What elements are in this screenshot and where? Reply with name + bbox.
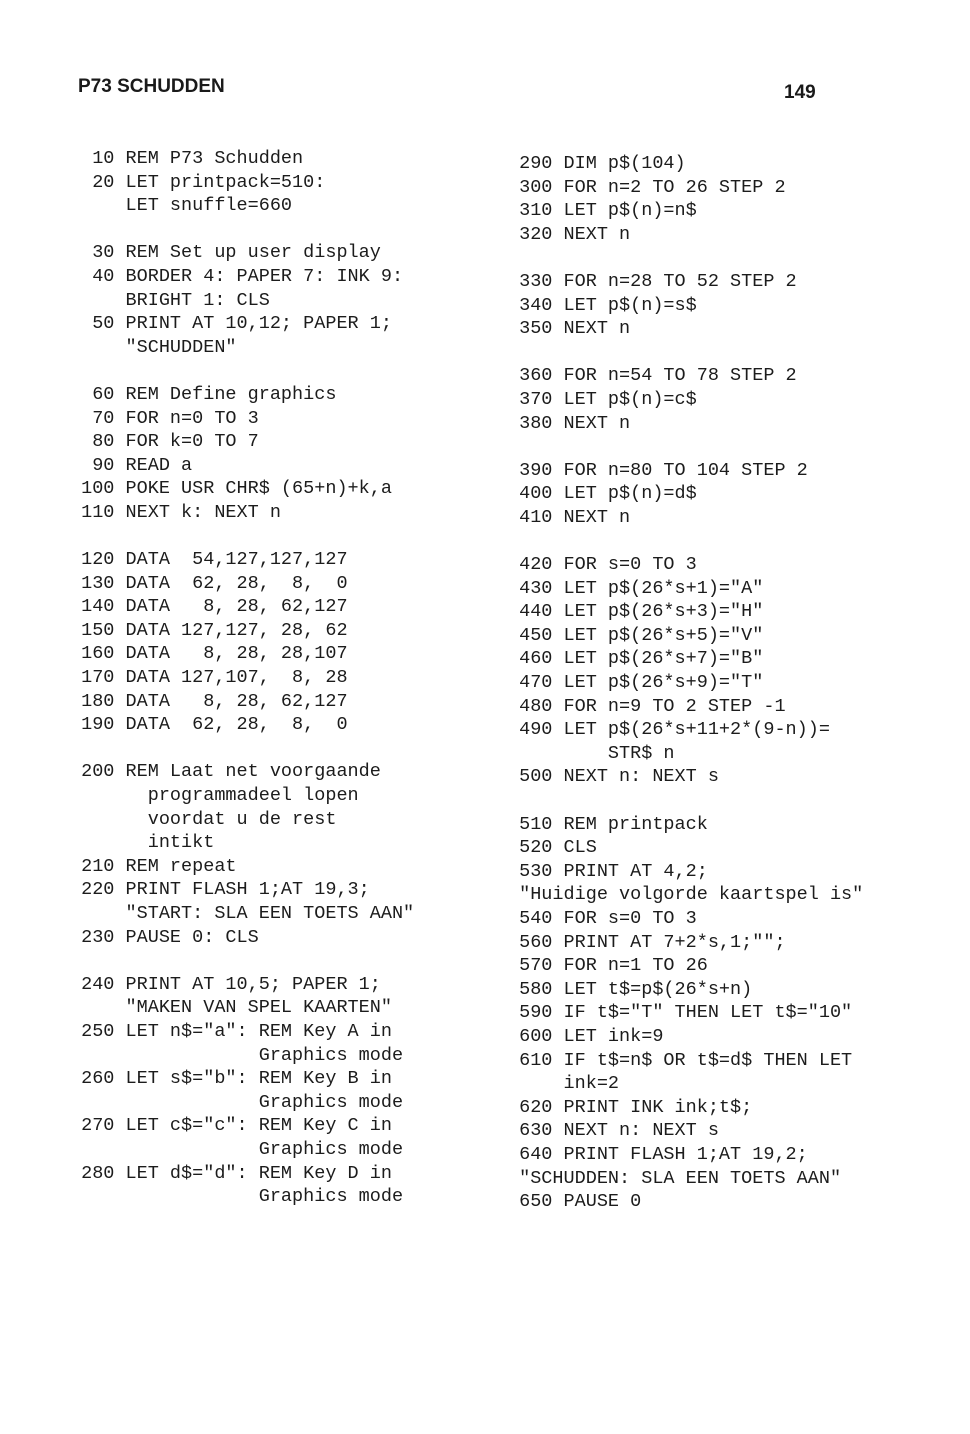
blank-line: [508, 341, 863, 365]
code-line: 210 REM repeat: [70, 855, 237, 877]
code-line: 520 CLS: [508, 837, 597, 859]
code-line: STR$ n: [508, 742, 675, 764]
code-line: 610 IF t$=n$ OR t$=d$ THEN LET: [508, 1049, 853, 1071]
code-line: 490 LET p$(26*s+11+2*(9-n))=: [508, 719, 830, 741]
code-line: 120 DATA 54,127,127,127: [70, 549, 348, 571]
code-line: 290 DIM p$(104): [508, 153, 686, 174]
code-line: 190 DATA 62, 28, 8, 0: [70, 714, 348, 736]
code-line: 390 FOR n=80 TO 104 STEP 2: [508, 459, 808, 481]
code-line: 200 REM Laat net voorgaande: [70, 761, 381, 783]
code-line: 450 LET p$(26*s+5)="V": [508, 624, 764, 646]
code-line: 150 DATA 127,127, 28, 62: [70, 619, 348, 641]
code-line: 160 DATA 8, 28, 28,107: [70, 643, 348, 665]
code-line: 50 PRINT AT 10,12; PAPER 1;: [70, 313, 392, 335]
code-line: 340 LET p$(n)=s$: [508, 294, 697, 316]
code-line: 70 FOR n=0 TO 3: [70, 407, 259, 429]
code-line: 500 NEXT n: NEXT s: [508, 766, 719, 788]
code-line: 140 DATA 8, 28, 62,127: [70, 596, 348, 618]
code-line: Graphics mode: [70, 1186, 404, 1208]
code-line: 10 REM P73 Schudden: [70, 148, 304, 169]
code-line: 180 DATA 8, 28, 62,127: [70, 690, 348, 712]
blank-line: [508, 530, 863, 554]
code-line: "SCHUDDEN: SLA EEN TOETS AAN": [508, 1167, 842, 1189]
code-line: 530 PRINT AT 4,2;: [508, 860, 708, 882]
code-line: 580 LET t$=p$(26*s+n): [508, 978, 753, 1000]
code-line: BRIGHT 1: CLS: [70, 289, 270, 311]
code-line: 480 FOR n=9 TO 2 STEP -1: [508, 695, 786, 717]
code-line: Graphics mode: [70, 1138, 404, 1160]
code-line: 570 FOR n=1 TO 26: [508, 955, 708, 977]
code-line: 280 LET d$="d": REM Key D in: [70, 1162, 392, 1184]
code-line: 360 FOR n=54 TO 78 STEP 2: [508, 365, 797, 387]
blank-line: [70, 949, 414, 973]
code-line: 250 LET n$="a": REM Key A in: [70, 1020, 392, 1042]
code-line: 420 FOR s=0 TO 3: [508, 554, 697, 576]
code-line: Graphics mode: [70, 1091, 404, 1113]
code-line: 630 NEXT n: NEXT s: [508, 1120, 719, 1142]
page-title: P73 SCHUDDEN: [78, 76, 225, 97]
blank-line: [70, 525, 414, 549]
code-line: 430 LET p$(26*s+1)="A": [508, 577, 764, 599]
code-line: 400 LET p$(n)=d$: [508, 483, 697, 505]
code-line: 410 NEXT n: [508, 506, 631, 528]
page-number: 149: [784, 82, 816, 103]
code-line: intikt: [70, 832, 215, 854]
code-line: 620 PRINT INK ink;t$;: [508, 1096, 753, 1118]
code-line: programmadeel lopen: [70, 785, 359, 807]
blank-line: [508, 789, 863, 813]
code-line: 540 FOR s=0 TO 3: [508, 908, 697, 929]
code-line: 30 REM Set up user display: [70, 242, 381, 264]
code-line: 60 REM Define graphics: [70, 383, 337, 405]
blank-line: [70, 737, 414, 761]
code-line: 350 NEXT n: [508, 318, 631, 340]
code-line: 260 LET s$="b": REM Key B in: [70, 1068, 392, 1090]
code-line: 300 FOR n=2 TO 26 STEP 2: [508, 176, 786, 198]
code-line: 20 LET printpack=510:: [70, 171, 326, 193]
code-line: 240 PRINT AT 10,5; PAPER 1;: [70, 973, 381, 995]
blank-line: [70, 218, 414, 242]
code-line: 650 PAUSE 0: [508, 1191, 642, 1213]
code-line: "Huidige volgorde kaartspel is": [508, 884, 864, 906]
code-line: Graphics mode: [70, 1044, 404, 1066]
code-line: 40 BORDER 4: PAPER 7: INK 9:: [70, 265, 404, 287]
code-line: 370 LET p$(n)=c$: [508, 388, 697, 410]
code-line: 600 LET ink=9: [508, 1025, 664, 1047]
code-line: "MAKEN VAN SPEL KAARTEN": [70, 997, 392, 1019]
code-line: 440 LET p$(26*s+3)="H": [508, 601, 764, 623]
code-line: 320 NEXT n: [508, 223, 631, 245]
program-listing-right-column: [508, 152, 863, 1214]
code-line: 560 PRINT AT 7+2*s,1;"";: [508, 931, 786, 953]
code-line: 510 REM printpack: [508, 813, 708, 835]
code-line: 330 FOR n=28 TO 52 STEP 2: [508, 270, 797, 292]
code-line: 110 NEXT k: NEXT n: [70, 501, 281, 523]
code-line: ink=2: [508, 1073, 620, 1095]
code-line: 220 PRINT FLASH 1;AT 19,3;: [70, 879, 370, 901]
blank-line: [508, 246, 863, 270]
code-line: "SCHUDDEN": [70, 336, 237, 358]
code-line: 310 LET p$(n)=n$: [508, 200, 697, 222]
code-line: LET snuffle=660: [70, 195, 293, 217]
code-line: 170 DATA 127,107, 8, 28: [70, 667, 348, 689]
code-line: 470 LET p$(26*s+9)="T": [508, 672, 764, 694]
code-line: 270 LET c$="c": REM Key C in: [70, 1115, 392, 1137]
blank-line: [508, 435, 863, 459]
code-line: 230 PAUSE 0: CLS: [70, 926, 259, 948]
program-listing-left-column: [70, 147, 414, 1209]
code-line: 90 READ a: [70, 454, 193, 476]
code-line: 100 POKE USR CHR$ (65+n)+k,a: [70, 478, 392, 500]
code-line: 640 PRINT FLASH 1;AT 19,2;: [508, 1143, 808, 1165]
code-line: 380 NEXT n: [508, 412, 631, 434]
blank-line: [70, 359, 414, 383]
code-line: "START: SLA EEN TOETS AAN": [70, 903, 415, 924]
code-line: 80 FOR k=0 TO 7: [70, 431, 259, 453]
code-line: voordat u de rest: [70, 808, 337, 830]
code-line: 460 LET p$(26*s+7)="B": [508, 648, 764, 670]
code-line: 590 IF t$="T" THEN LET t$="10": [508, 1002, 853, 1024]
code-line: 130 DATA 62, 28, 8, 0: [70, 572, 348, 594]
